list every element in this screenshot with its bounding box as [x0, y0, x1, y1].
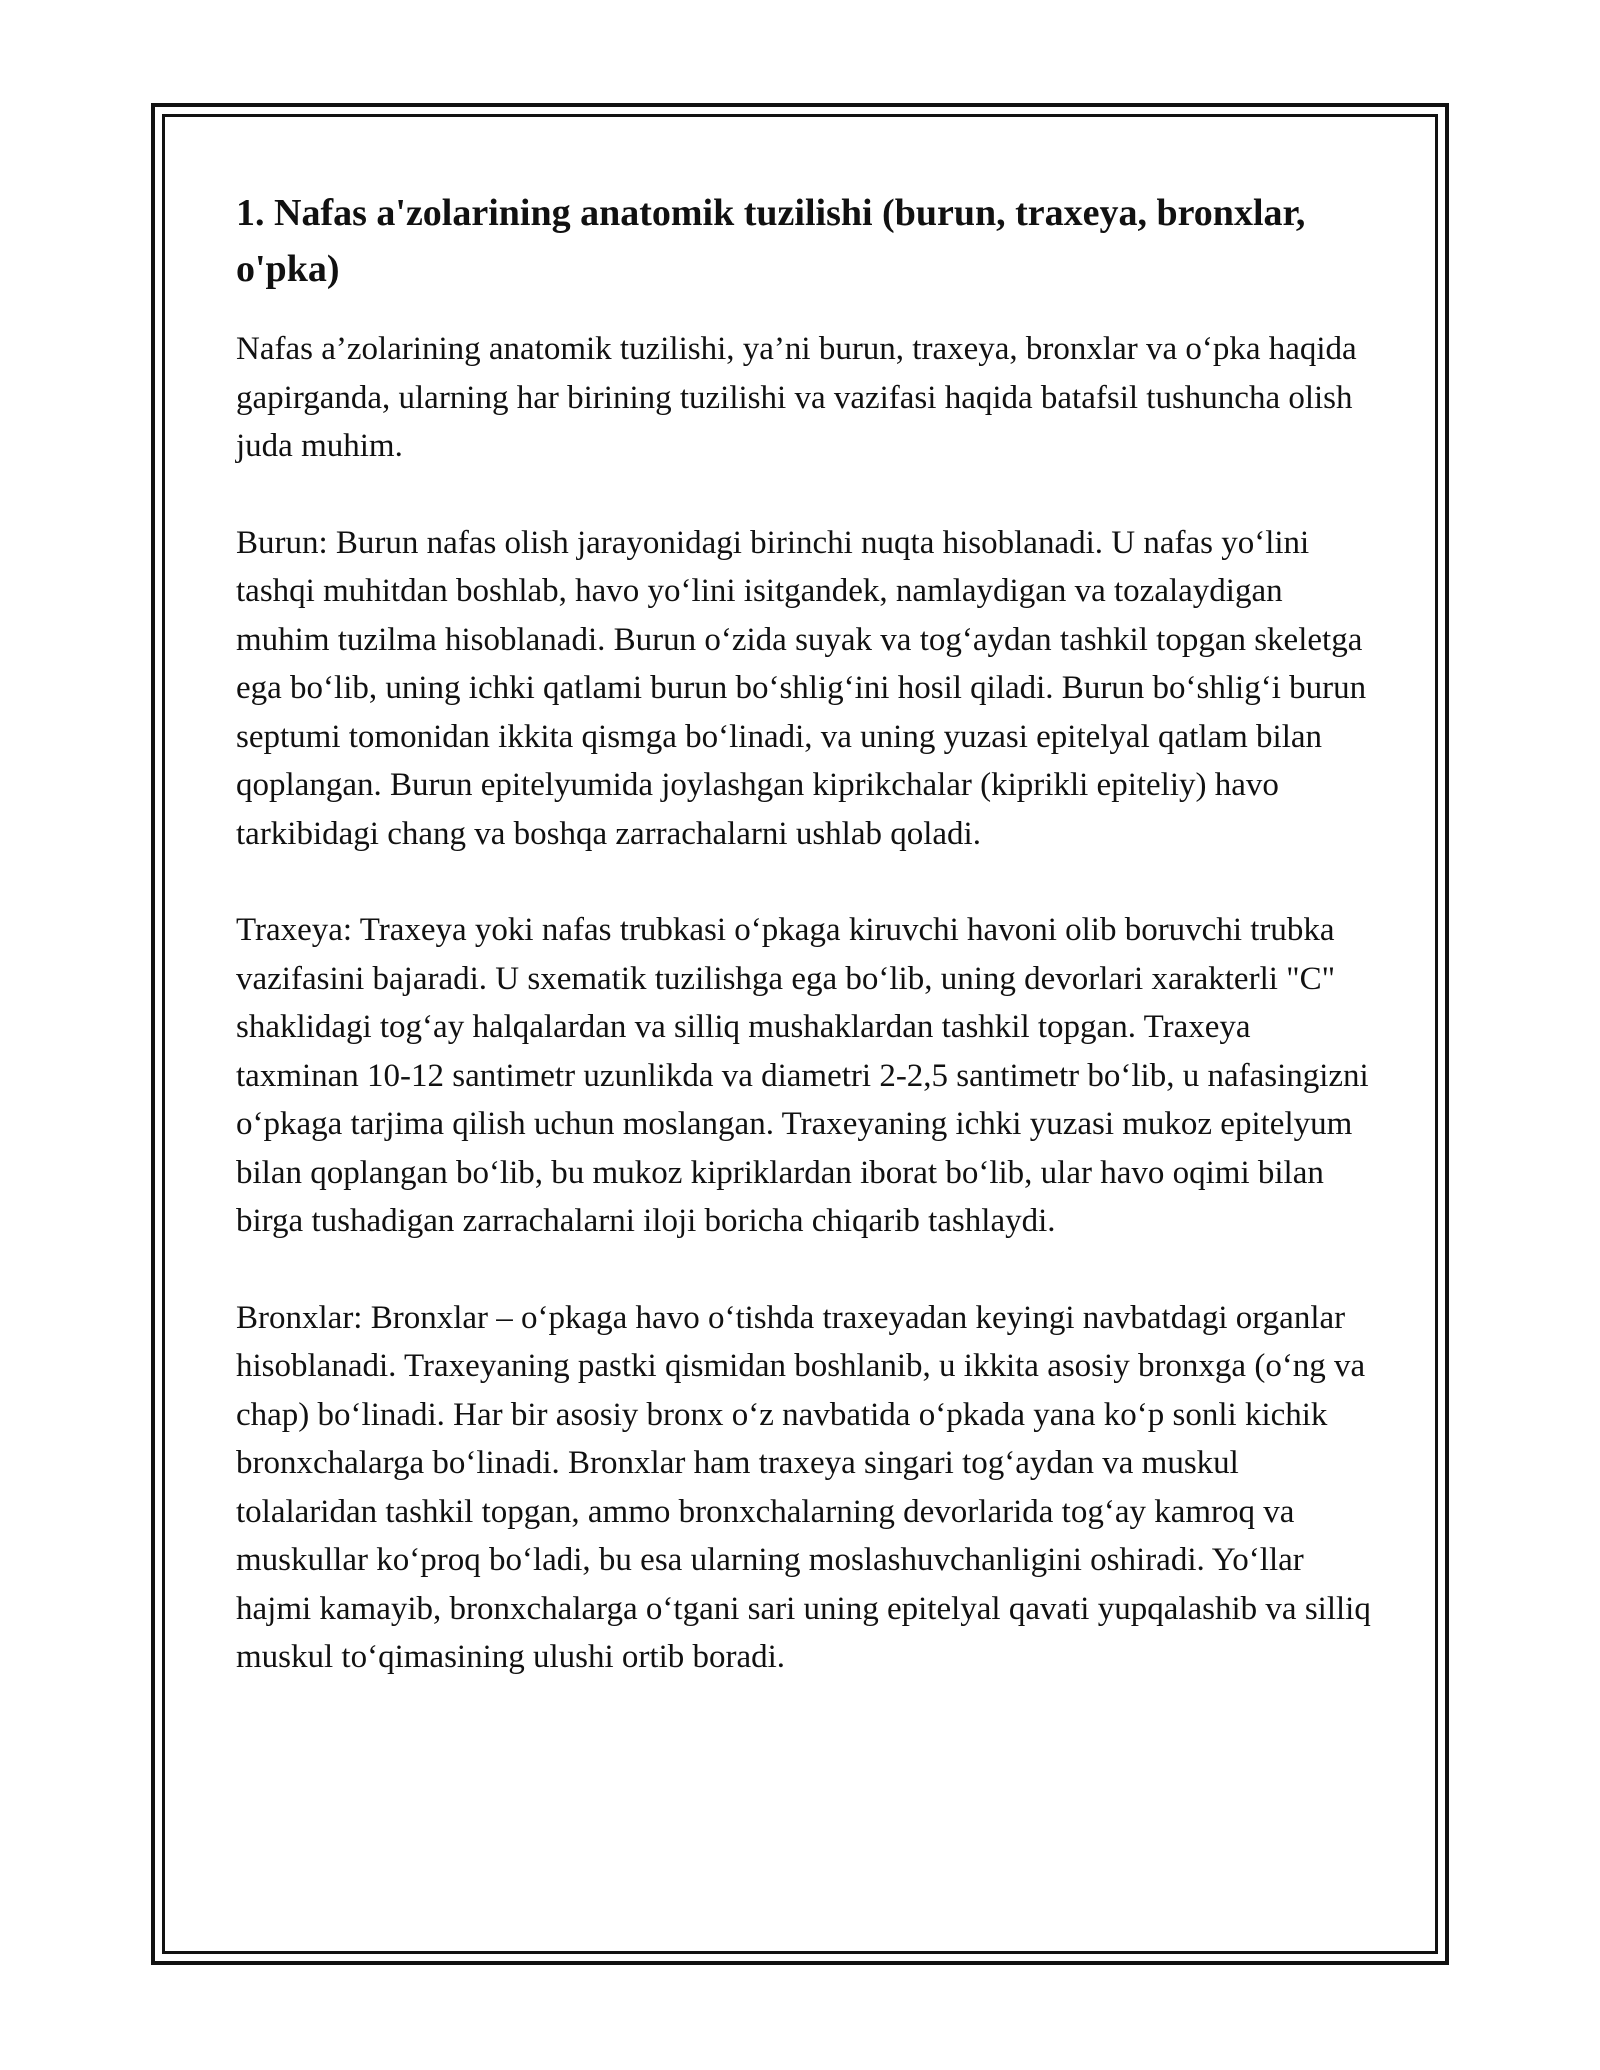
- document-title: 1. Nafas a'zolarining anatomik tuzilishi (burun, traxeya, bronxlar, o'pka): [236, 192, 1306, 290]
- paragraph-intro: Nafas a’zolarining anatomik tuzilishi, ya’ni burun, traxeya, bronxlar va o‘pka haqida gapirganda, ularning har birining tuzilishi va vazifasi haqida batafsil tushuncha olish juda muhim.: [236, 331, 1357, 464]
- paragraph-burun: Burun: Burun nafas olish jarayonidagi birinchi nuqta hisoblanadi. U nafas yo‘lini tashqi muhitdan boshlab, havo yo‘lini isitgandek, namlaydigan va tozalaydigan muhim tuzilma hisoblanadi. Burun o‘zida suyak va tog‘aydan tashkil topgan skeletga ega bo‘lib, uning ichki qatlami burun bo‘shlig‘ini hosil qiladi. Burun bo‘shlig‘i burun septumi tomonidan ikkita qismga bo‘linadi, va uning yuzasi epitelyal qatlam bilan qoplangan. Burun epitelyumida joylashgan kiprikchalar (kiprikli epiteliy) havo tarkibidagi chang va boshqa zarrachalarni ushlab qoladi.: [236, 524, 1367, 852]
- paragraph-bronxlar: Bronxlar: Bronxlar – o‘pkaga havo o‘tishda traxeyadan keyingi navbatdagi organlar hisoblanadi. Traxeyaning pastki qismidan boshlanib, u ikkita asosiy bronxga (o‘ng va chap) bo‘linadi. Har bir asosiy bronx o‘z navbatida o‘pkada yana ko‘p sonli kichik bronxchalarga bo‘linadi. Bronxlar ham traxeya singari tog‘aydan va muskul tolalaridan tashkil topgan, ammo bronxchalarning devorlarida tog‘ay kamroq va muskullar ko‘proq bo‘ladi, bu esa ularning moslashuvchanligini oshiradi. Yo‘llar hajmi kamayib, bronxchalarga o‘tgani sari uning epitelyal qavati yupqalashib va silliq muskul to‘qimasining ulushi ortib boradi.: [236, 1299, 1371, 1675]
- paragraph-traxeya: Traxeya: Traxeya yoki nafas trubkasi o‘pkaga kiruvchi havoni olib boruvchi trubka vazifasini bajaradi. U sxematik tuzilishga ega bo‘lib, uning devorlari xarakterli "C" shaklidagi tog‘ay halqalardan va silliq mushaklardan tashkil topgan. Traxeya taxminan 10-12 santimetr uzunlikda va diametri 2-2,5 santimetr bo‘lib, u nafasingizni o‘pkaga tarjima qilish uchun moslangan. Traxeyaning ichki yuzasi mukoz epitelyum bilan qoplangan bo‘lib, bu mukoz kipriklardan iborat bo‘lib, ular havo oqimi bilan birga tushadigan zarrachalarni iloji boricha chiqarib tashlaydi.: [236, 912, 1369, 1239]
- document-body: [236, 185, 1376, 1730]
